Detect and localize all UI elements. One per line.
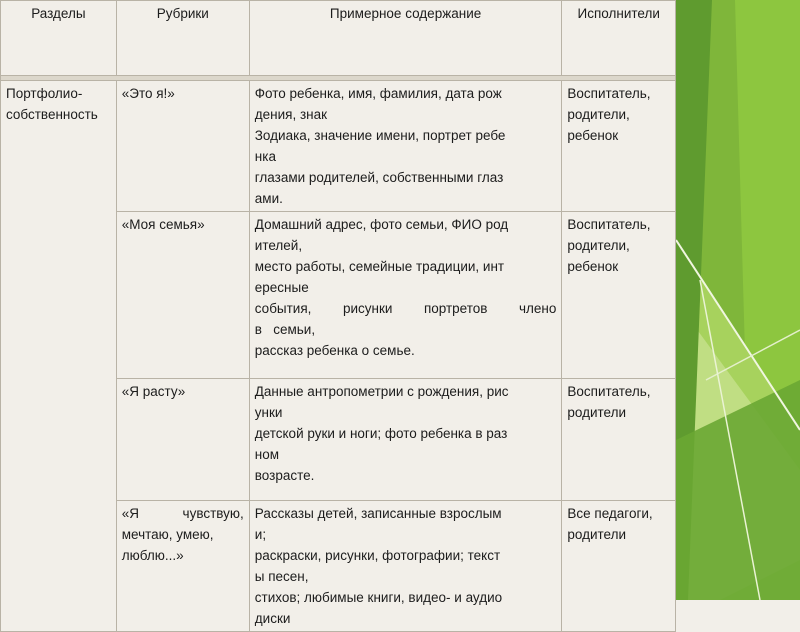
content-cell xyxy=(249,81,562,212)
content-line: события, рисунки портретов члено xyxy=(254,301,557,316)
rubric-cell xyxy=(116,81,249,212)
content-line: Зодиака, значение имени, портрет ребе xyxy=(254,128,506,143)
content-line: возрасте. xyxy=(254,468,315,483)
performers-line: родители xyxy=(567,527,627,542)
performers-line: родители, xyxy=(567,107,630,122)
content-line: Рассказы детей, записанные взрослым xyxy=(254,506,502,521)
performers-cell xyxy=(562,81,676,212)
performers-cell xyxy=(562,501,676,632)
header-row xyxy=(1,1,676,76)
content-line: глазами родителей, собственными глаз xyxy=(254,170,504,185)
section-line: собственность xyxy=(6,107,98,122)
header-section: Разделы xyxy=(1,1,117,76)
rubric-line: «Я чувствую, xyxy=(121,506,244,521)
header-content: Примерное содержание xyxy=(249,1,562,76)
content-line: ителей, xyxy=(254,238,303,253)
performers-line: ребенок xyxy=(567,128,619,143)
content-line: рассказ ребенка о семье. xyxy=(254,343,415,358)
content-line: диски xyxy=(254,611,291,626)
rubric-cell xyxy=(116,501,249,632)
header-performers: Исполнители xyxy=(562,1,676,76)
performers-line: ребенок xyxy=(567,259,619,274)
rubric-line: «Я расту» xyxy=(121,384,186,399)
content-line: детской руки и ноги; фото ребенка в раз xyxy=(254,426,508,441)
performers-line: Воспитатель, xyxy=(567,217,651,232)
content-line: Домашний адрес, фото семьи, ФИО род xyxy=(254,217,509,232)
content-cell xyxy=(249,212,562,379)
performers-line: родители, xyxy=(567,238,630,253)
performers-line: родители xyxy=(567,405,627,420)
performers-line: Воспитатель, xyxy=(567,384,651,399)
content-line: и; xyxy=(254,527,267,542)
rubric-line: «Это я!» xyxy=(121,86,175,101)
rubric-line: люблю...» xyxy=(121,548,184,563)
rubric-line: «Моя семья» xyxy=(121,217,205,232)
table-row xyxy=(1,81,676,212)
content-line: Данные антропометрии с рождения, рис xyxy=(254,384,509,399)
performers-cell xyxy=(562,212,676,379)
content-cell xyxy=(249,501,562,632)
rubric-cell xyxy=(116,379,249,501)
performers-line: Воспитатель, xyxy=(567,86,651,101)
content-line: в семьи, xyxy=(254,322,316,337)
content-line: унки xyxy=(254,405,283,420)
rubric-cell xyxy=(116,212,249,379)
performers-line: Все педагоги, xyxy=(567,506,653,521)
content-line: Фото ребенка, имя, фамилия, дата рож xyxy=(254,86,502,101)
rubric-line: мечтаю, умею, xyxy=(121,527,214,542)
content-line: место работы, семейные традиции, инт xyxy=(254,259,505,274)
performers-cell xyxy=(562,379,676,501)
content-line: стихов; любимые книги, видео- и аудио xyxy=(254,590,503,605)
section-cell xyxy=(1,81,117,632)
content-line: раскраски, рисунки, фотографии; текст xyxy=(254,548,501,563)
content-line: ы песен, xyxy=(254,569,309,584)
header-rubric: Рубрики xyxy=(116,1,249,76)
content-line: ном xyxy=(254,447,280,462)
content-line: ересные xyxy=(254,280,309,295)
content-line: ами. xyxy=(254,191,283,206)
section-line: Портфолио- xyxy=(6,86,83,101)
content-cell xyxy=(249,379,562,501)
content-line: дения, знак xyxy=(254,107,328,122)
content-line: нка xyxy=(254,149,276,164)
